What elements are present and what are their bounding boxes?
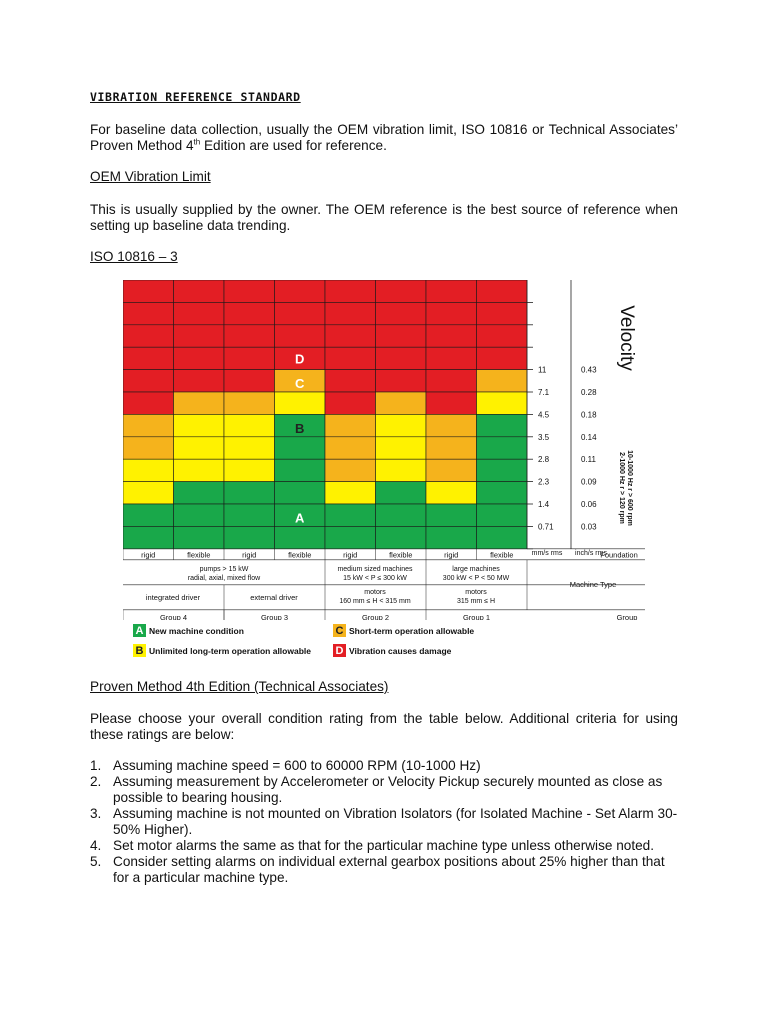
legend-item-d	[333, 644, 451, 657]
zone-cell	[325, 526, 376, 548]
group-label: Group 4	[159, 612, 188, 620]
iso-chart	[123, 280, 645, 620]
zone-cell	[224, 302, 275, 324]
proven-section-title: Proven Method 4th Edition (Technical Associates)	[90, 679, 389, 694]
zone-cell	[376, 347, 427, 369]
mm-tick-label: 2.3	[538, 477, 550, 487]
zone-cell	[123, 482, 174, 504]
inch-tick-label: 0.09	[581, 477, 597, 487]
driver-label: integrated driver	[145, 592, 201, 602]
range-note-2: 2-1000 Hz r > 120 rpm	[618, 452, 625, 524]
zone-cell	[477, 392, 528, 414]
list-item	[90, 774, 680, 806]
list-item-text: Assuming measurement by Accelerometer or Velocity Pickup securely mounted as close as possible to bearing housing.	[113, 774, 663, 805]
legend-item-b	[133, 644, 311, 657]
zone-cell	[174, 437, 225, 459]
zone-cell	[426, 325, 477, 347]
zone-cell	[477, 347, 528, 369]
intro-superscript: th	[193, 137, 201, 147]
mm-tick-label: 2.8	[538, 455, 550, 465]
mm-tick-label: 11	[538, 365, 547, 375]
list-item-text: Set motor alarms the same as that for the particular machine type unless otherwise noted.	[113, 838, 654, 853]
zone-cell	[224, 482, 275, 504]
zone-cell	[426, 526, 477, 548]
zone-cell	[275, 280, 326, 302]
oem-paragraph: This is usually supplied by the owner. The OEM reference is the best source of reference when setting up baseline data trending.	[90, 202, 678, 233]
zone-cell	[123, 325, 174, 347]
unit-inch-label: inch/s rms	[575, 549, 607, 557]
zone-cell	[325, 347, 376, 369]
machine-type-line1: pumps > 15 kW	[199, 565, 249, 573]
zone-cell	[224, 347, 275, 369]
zone-cell	[224, 437, 275, 459]
zone-cell	[426, 482, 477, 504]
foundation-label: flexible	[187, 550, 211, 560]
zone-cell	[325, 280, 376, 302]
zone-cell	[123, 280, 174, 302]
list-item-number: 2.	[90, 774, 102, 789]
iso-section-title: ISO 10816 – 3	[90, 249, 178, 264]
list-item	[90, 854, 680, 886]
zone-cell	[174, 392, 225, 414]
mm-tick-label: 0.71	[538, 522, 554, 532]
intro-paragraph	[90, 122, 678, 154]
zone-cell	[325, 370, 376, 392]
zone-cell	[376, 437, 427, 459]
zone-cell	[224, 280, 275, 302]
velocity-title: Velocity	[616, 305, 637, 371]
zone-cell	[224, 414, 275, 436]
zone-cell	[174, 280, 225, 302]
list-item	[90, 806, 680, 838]
zone-cell	[426, 504, 477, 526]
zone-cell	[224, 504, 275, 526]
zone-cell	[426, 302, 477, 324]
machine-type-line2: 300 kW < P < 50 MW	[442, 574, 510, 582]
zone-cell	[376, 392, 427, 414]
zone-cell	[174, 482, 225, 504]
list-item-text: Assuming machine speed = 600 to 60000 RPM (10-1000 Hz)	[113, 758, 481, 773]
list-item-number: 4.	[90, 838, 102, 853]
group-label: Group 3	[260, 612, 289, 620]
zone-cell	[426, 437, 477, 459]
zone-cell	[123, 414, 174, 436]
machine-type-line2: 15 kW < P ≤ 300 kW	[343, 574, 407, 582]
legend-text-d: Vibration causes damage	[349, 645, 452, 656]
list-item-number: 3.	[90, 806, 102, 821]
legend-text-a: New machine condition	[149, 625, 244, 636]
zone-cell	[275, 392, 326, 414]
zone-cell	[477, 302, 528, 324]
zone-cell	[325, 437, 376, 459]
iso-chart-svg	[123, 280, 645, 620]
zone-label-d: D	[295, 351, 305, 367]
zone-cell	[123, 459, 174, 481]
zone-cell	[174, 526, 225, 548]
zone-cell	[174, 459, 225, 481]
zone-cell	[275, 302, 326, 324]
zone-cell	[477, 370, 528, 392]
zone-cell	[174, 325, 225, 347]
zone-cell	[477, 526, 528, 548]
zone-label-b: B	[295, 420, 305, 436]
zone-cell	[376, 526, 427, 548]
foundation-label: rigid	[444, 550, 459, 560]
zone-cell	[275, 526, 326, 548]
zone-cell	[275, 437, 326, 459]
zone-cell	[477, 280, 528, 302]
legend-text-b: Unlimited long-term operation allowable	[149, 645, 311, 656]
zone-cell	[224, 392, 275, 414]
zone-cell	[325, 414, 376, 436]
zone-cell	[275, 459, 326, 481]
document-heading: VIBRATION REFERENCE STANDARD	[90, 90, 301, 104]
zone-cell	[325, 302, 376, 324]
oem-section-title: OEM Vibration Limit	[90, 169, 211, 184]
list-item-number: 1.	[90, 758, 102, 773]
zone-cell	[325, 482, 376, 504]
legend-swatch-a: A	[133, 624, 146, 637]
zone-cell	[426, 459, 477, 481]
driver-label: external driver	[250, 592, 298, 602]
list-item	[90, 838, 680, 854]
zone-cell	[426, 392, 477, 414]
inch-tick-label: 0.43	[581, 365, 597, 375]
zone-cell	[174, 504, 225, 526]
mm-tick-label: 3.5	[538, 432, 550, 442]
zone-cell	[123, 437, 174, 459]
zone-cell	[376, 414, 427, 436]
legend-swatch-c: C	[333, 624, 346, 637]
machine-type-line1: large machines	[452, 565, 500, 573]
mm-tick-label: 1.4	[538, 500, 550, 509]
inch-tick-label: 0.14	[581, 432, 597, 442]
zone-cell	[376, 370, 427, 392]
intro-text-before: For baseline data collection, usually the OEM vibration limit, ISO 10816 or Technical Associates’ Proven Method 4	[90, 122, 678, 153]
foundation-label: flexible	[288, 550, 312, 560]
zone-cell	[123, 370, 174, 392]
legend-text-c: Short-term operation allowable	[349, 625, 475, 636]
zone-cell	[174, 370, 225, 392]
machine-type-header: Machine Type	[569, 579, 617, 589]
zone-cell	[477, 437, 528, 459]
driver-line1: motors	[465, 588, 487, 596]
zone-cell	[224, 325, 275, 347]
zone-cell	[123, 526, 174, 548]
inch-tick-label: 0.06	[581, 500, 597, 509]
zone-cell	[224, 459, 275, 481]
zone-cell	[376, 482, 427, 504]
zone-cell	[376, 504, 427, 526]
inch-tick-label: 0.11	[581, 455, 596, 465]
zone-cell	[376, 459, 427, 481]
zone-cell	[477, 459, 528, 481]
inch-tick-label: 0.18	[581, 410, 597, 420]
foundation-label: rigid	[141, 550, 156, 560]
foundation-label: rigid	[242, 550, 257, 560]
zone-cell	[376, 325, 427, 347]
list-item-text: Assuming machine is not mounted on Vibration Isolators (for Isolated Machine - Set Alarm 30-50% Higher).	[113, 806, 678, 837]
zone-cell	[325, 504, 376, 526]
zone-cell	[426, 347, 477, 369]
zone-cell	[224, 370, 275, 392]
legend-item-c	[333, 624, 474, 637]
zone-cell	[477, 414, 528, 436]
zone-cell	[477, 325, 528, 347]
inch-tick-label: 0.28	[581, 388, 597, 397]
mm-tick-label: 7.1	[538, 388, 550, 397]
zone-cell	[477, 504, 528, 526]
zone-cell	[224, 526, 275, 548]
zone-cell	[426, 370, 477, 392]
zone-cell	[123, 504, 174, 526]
zone-cell	[325, 325, 376, 347]
zone-cell	[275, 325, 326, 347]
zone-cell	[325, 459, 376, 481]
legend-swatch-d: D	[333, 644, 346, 657]
inch-tick-label: 0.03	[581, 522, 597, 532]
group-label: Group 2	[361, 612, 390, 620]
criteria-list	[90, 758, 680, 886]
zone-label-c: C	[295, 376, 305, 392]
foundation-label: flexible	[389, 550, 413, 560]
zone-cell	[123, 392, 174, 414]
zone-label-a: A	[295, 510, 305, 526]
legend-swatch-b: B	[133, 644, 146, 657]
driver-line2: 160 mm ≤ H < 315 mm	[339, 597, 411, 605]
range-note-1: 10-1000 Hz r > 600 rpm	[626, 450, 633, 526]
foundation-label: flexible	[490, 550, 514, 560]
group-label: Group 1	[462, 612, 491, 620]
list-item	[90, 758, 680, 774]
zone-cell	[123, 347, 174, 369]
machine-type-line1: medium sized machines	[337, 565, 413, 573]
unit-mm-label: mm/s rms	[531, 549, 563, 557]
zone-cell	[174, 347, 225, 369]
zone-cell	[376, 302, 427, 324]
intro-text-after: Edition are used for reference.	[200, 138, 387, 153]
machine-type-line2: radial, axial, mixed flow	[187, 574, 261, 582]
mm-tick-label: 4.5	[538, 410, 550, 420]
zone-cell	[477, 482, 528, 504]
driver-line2: 315 mm ≤ H	[456, 597, 496, 605]
zone-cell	[376, 280, 427, 302]
foundation-label: rigid	[343, 550, 358, 560]
group-header: Group	[616, 612, 638, 620]
foundation-header: Foundation	[600, 550, 638, 560]
zone-cell	[325, 392, 376, 414]
driver-line1: motors	[364, 588, 386, 596]
chart-legend	[133, 624, 553, 664]
zone-cell	[174, 302, 225, 324]
zone-cell	[426, 414, 477, 436]
zone-cell	[426, 280, 477, 302]
zone-cell	[275, 482, 326, 504]
legend-item-a	[133, 624, 244, 637]
zone-cell	[123, 302, 174, 324]
list-item-number: 5.	[90, 854, 102, 869]
zone-cell	[174, 414, 225, 436]
proven-paragraph: Please choose your overall condition rating from the table below. Additional criteria for using these ratings are below:	[90, 711, 678, 742]
list-item-text: Consider setting alarms on individual external gearbox positions about 25% higher than that for a particular machine type.	[113, 854, 665, 885]
